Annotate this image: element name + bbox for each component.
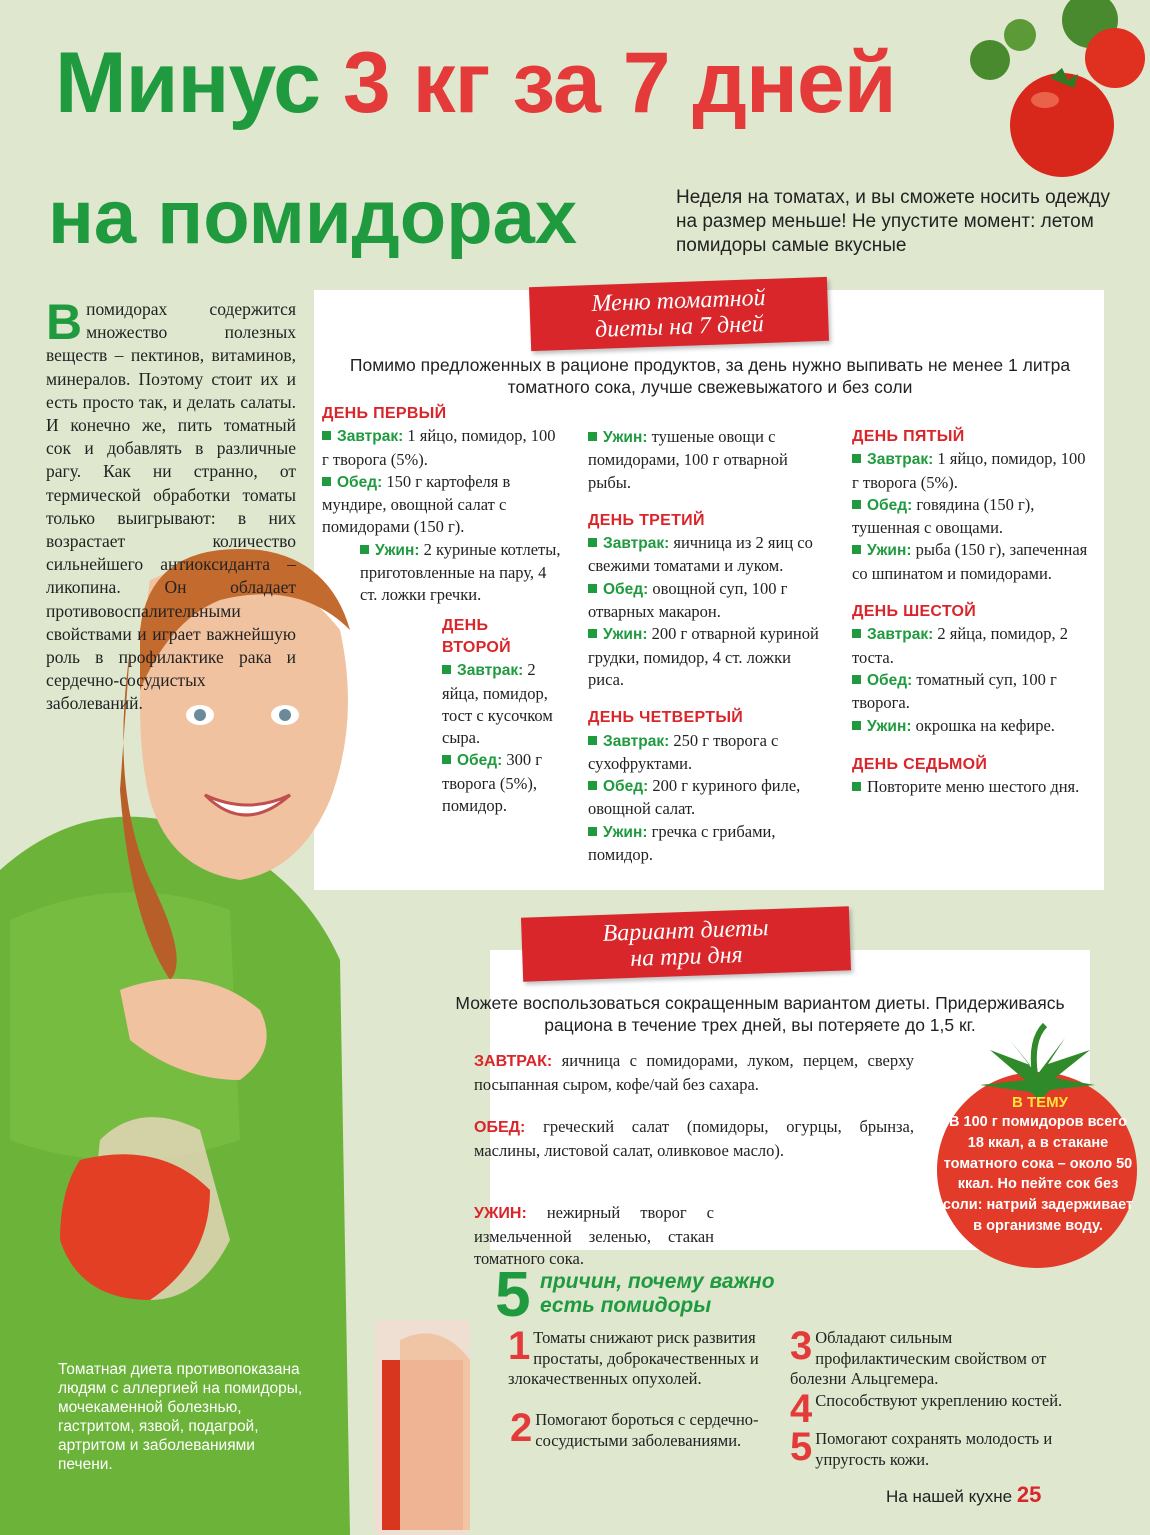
meal-text: 200 г отварной куриной грудки, помидор, 4 ст. ложки риса.	[588, 624, 819, 689]
reason-number: 1	[508, 1324, 531, 1368]
reason-item	[510, 1406, 760, 1451]
page-number: 25	[1016, 1482, 1042, 1507]
bullet-icon	[588, 736, 597, 745]
bullet-icon	[852, 545, 861, 554]
bullet-icon	[588, 432, 597, 441]
meal-text: 200 г куриного филе, овощной салат.	[588, 776, 801, 819]
bullet-icon	[360, 545, 369, 554]
meal-text: овощной суп, 100 г отварных макарон.	[588, 578, 788, 622]
meal-item	[588, 730, 828, 776]
meal-item	[852, 776, 1092, 798]
day-title: ДЕНЬ ШЕСТОЙ	[852, 603, 977, 621]
meal-label: УЖИН:	[474, 1205, 527, 1222]
reason-item	[790, 1324, 1070, 1390]
meal-label: Завтрак:	[603, 535, 670, 553]
meal-item	[852, 448, 1092, 494]
meal-item	[588, 532, 828, 578]
meal-text: тушеные овощи с помидорами, 100 г отварной рыбы.	[588, 427, 788, 492]
menu-column-3	[852, 426, 1092, 798]
meal-text: 150 г картофеля в мундире, овощной салат с помидорами (150 г).	[322, 471, 511, 537]
meal-text: 300 г творога (5%), помидор.	[442, 750, 543, 816]
meal-text: 2 яйца, помидор, 2 тоста.	[852, 624, 1069, 667]
day-title: ДЕНЬ СЕДЬМОЙ	[852, 755, 988, 773]
reason-text: Помогают сохранять молодость и упругость кожи.	[815, 1429, 1053, 1469]
meal-label: Ужин:	[867, 717, 912, 735]
reason-number: 5	[790, 1425, 813, 1469]
day-title: ДЕНЬ ТРЕТИЙ	[588, 511, 705, 529]
meal-label: Завтрак:	[457, 662, 524, 680]
meal-text: 1 яйцо, помидор, 100 г творога (5%).	[322, 426, 556, 469]
meal-text: греческий салат (помидоры, огурцы, брынза, маслины, листовой салат, оливковое масло).	[474, 1117, 914, 1160]
menu-banner	[529, 277, 829, 351]
day-title: ДЕНЬ ПЯТЫЙ	[852, 428, 965, 445]
meal-label: ОБЕД:	[474, 1119, 526, 1136]
bullet-icon	[852, 721, 861, 730]
three-day-banner	[521, 906, 851, 981]
bullet-icon	[442, 665, 451, 674]
meal-text: окрошка на кефире.	[915, 715, 1055, 735]
meal-label: Ужин:	[603, 823, 648, 841]
meal-label: Обед:	[867, 496, 913, 514]
meal-item	[322, 471, 562, 539]
meal-item	[442, 749, 562, 817]
meal-text: яичница из 2 яиц со свежими томатами и луком.	[588, 533, 813, 576]
bullet-icon	[588, 781, 597, 790]
meal-item	[852, 715, 1092, 738]
meal-label: Ужин:	[603, 429, 648, 446]
meal-text: рыба (150 г), запеченная со шпинатом и помидорами.	[852, 540, 1088, 583]
bullet-icon	[852, 500, 861, 509]
meal-label: Обед:	[867, 671, 913, 689]
reasons-title-line2: есть помидоры	[540, 1294, 712, 1317]
page-title	[55, 35, 896, 131]
three-day-meal	[474, 1050, 914, 1096]
meal-text: гречка с грибами, помидор.	[588, 821, 776, 865]
meal-text: 250 г творога с сухофруктами.	[588, 730, 779, 773]
meal-item	[588, 821, 828, 867]
meal-text: нежирный творог с измельченной зеленью, стакан томатного сока.	[474, 1203, 714, 1268]
meal-item	[588, 775, 828, 821]
meal-text: томатный суп, 100 г творога.	[852, 669, 1057, 713]
photo-caption: Томатная диета противопоказана людям с аллергией на помидоры, мочекаменной болезнью, гастритом, язвой, подагрой, артритом и заболеваниями печени.	[58, 1361, 303, 1473]
bullet-icon	[588, 827, 597, 836]
bullet-icon	[852, 629, 861, 638]
reason-text: Обладают сильным профилактическим свойством от болезни Альцгемера.	[790, 1328, 1047, 1388]
tip-heading: В ТЕМУ	[1012, 1094, 1068, 1111]
dropcap: В	[46, 294, 83, 350]
meal-text: 1 яйцо, помидор, 100 г творога (5%).	[852, 449, 1086, 492]
bullet-icon	[852, 782, 861, 791]
meal-item	[588, 578, 828, 624]
three-day-banner-line1: Вариант диеты	[602, 915, 769, 947]
meal-item	[442, 659, 562, 749]
meal-item	[588, 623, 828, 691]
reasons-title	[540, 1270, 775, 1318]
reason-item	[508, 1324, 778, 1390]
three-day-banner-line2: на три дня	[629, 942, 744, 972]
reason-item	[790, 1387, 1070, 1431]
meal-label: ЗАВТРАК:	[474, 1053, 553, 1070]
day-title: ДЕНЬ ВТОРОЙ	[442, 616, 511, 656]
meal-label: Завтрак:	[603, 732, 670, 750]
meal-label: Завтрак:	[337, 428, 404, 446]
reason-text: Способствуют укреплению костей.	[815, 1391, 1063, 1410]
title-part-green: Минус	[55, 35, 343, 131]
reason-number: 3	[790, 1324, 813, 1368]
reason-text: Томаты снижают риск развития простаты, доброкачественных и злокачественных опухолей.	[508, 1328, 759, 1388]
three-day-note: Можете воспользоваться сокращенным вариантом диеты. Придерживаясь рациона в течение трех дней, вы потеряете до 1,5 кг.	[455, 993, 1065, 1035]
meal-item	[852, 494, 1092, 540]
menu-note: Помимо предложенных в рационе продуктов, за день нужно выпивать не менее 1 литра томатного сока, лучше свежевыжатого и без соли	[349, 355, 1071, 397]
reason-number: 4	[790, 1387, 813, 1431]
lead-text: Неделя на томатах, и вы сможете носить одежду на размер меньше! Не упустите момент: летом помидоры самые вкусные	[676, 187, 1111, 256]
meal-item	[588, 426, 828, 494]
magazine-name: На нашей кухне	[886, 1487, 1013, 1506]
bullet-icon	[442, 755, 451, 764]
meal-text: 2 яйца, помидор, тост с кусочком сыра.	[442, 660, 553, 748]
intro-text	[46, 294, 296, 716]
meal-label: Ужин:	[375, 541, 420, 559]
bullet-icon	[588, 629, 597, 638]
reason-number: 2	[510, 1406, 533, 1450]
meal-label: Обед:	[337, 473, 383, 491]
meal-label: Обед:	[603, 580, 649, 598]
bullet-icon	[588, 538, 597, 547]
meal-label: Ужин:	[603, 626, 648, 644]
meal-item	[852, 669, 1092, 715]
meal-item	[322, 539, 562, 607]
meal-item	[852, 539, 1092, 585]
meal-label: Завтрак:	[867, 451, 934, 469]
three-day-meal	[474, 1116, 914, 1162]
bullet-icon	[852, 454, 861, 463]
bullet-icon	[852, 675, 861, 684]
meal-label: Ужин:	[867, 542, 912, 560]
meal-label: Обед:	[457, 752, 503, 770]
tip-text: В 100 г помидоров всего 18 ккал, а в стакане томатного сока – около 50 ккал. Но пейте сок без соли: натрий задерживает в организме воду.	[942, 1114, 1134, 1234]
meal-label: Завтрак:	[867, 626, 934, 644]
reason-text: Помогают бороться с сердечно-сосудистыми заболеваниями.	[535, 1410, 759, 1450]
day-title: ДЕНЬ ЧЕТВЕРТЫЙ	[588, 709, 744, 727]
page-footer	[886, 1482, 1041, 1508]
meal-text: 2 куриные котлеты, приготовленные на пару, 4 ст. ложки гречки.	[360, 539, 561, 605]
bullet-icon	[588, 584, 597, 593]
meal-text: говядина (150 г), тушенная с овощами.	[852, 494, 1035, 538]
meal-label: Обед:	[603, 778, 649, 796]
title-part-red: 3 кг за 7 дней	[342, 35, 896, 131]
bullet-icon	[322, 477, 331, 486]
menu-column-2	[588, 426, 828, 866]
reason-item	[790, 1425, 1070, 1470]
page-title-line2: на помидорах	[48, 175, 578, 260]
meal-item	[852, 623, 1092, 669]
reasons-number: 5	[495, 1258, 531, 1330]
day-title: ДЕНЬ ПЕРВЫЙ	[322, 405, 447, 422]
meal-item	[322, 425, 562, 471]
menu-banner-line2: диеты на 7 дней	[594, 311, 765, 343]
meal-text: яичница с помидорами, луком, перцем, сверху посыпанная сыром, кофе/чай без сахара.	[474, 1051, 914, 1094]
tomatoes-illustration	[950, 0, 1150, 190]
menu-banner-line1: Меню томатной	[591, 284, 766, 318]
reasons-title-line1: причин, почему важно	[540, 1270, 775, 1293]
bullet-icon	[322, 431, 331, 440]
meal-text: Повторите меню шестого дня.	[867, 777, 1080, 797]
intro-body: помидорах содержится множество полезных веществ – пектинов, витаминов, минералов. Поэтому стоит их и есть просто так, и делать салаты. И конечно же, пить томатный сок и добавлять в различные рагу. Как ни странно, от термической обработки томаты только выигрывают: в них возрастает количество сильнейшего антиоксиданта – ликопина. Он обладает противовоспалительными свойствами и играет важнейшую роль в профилактике рака и сердечно-сосудистых заболеваний.	[46, 299, 296, 714]
menu-column-1	[322, 403, 562, 817]
